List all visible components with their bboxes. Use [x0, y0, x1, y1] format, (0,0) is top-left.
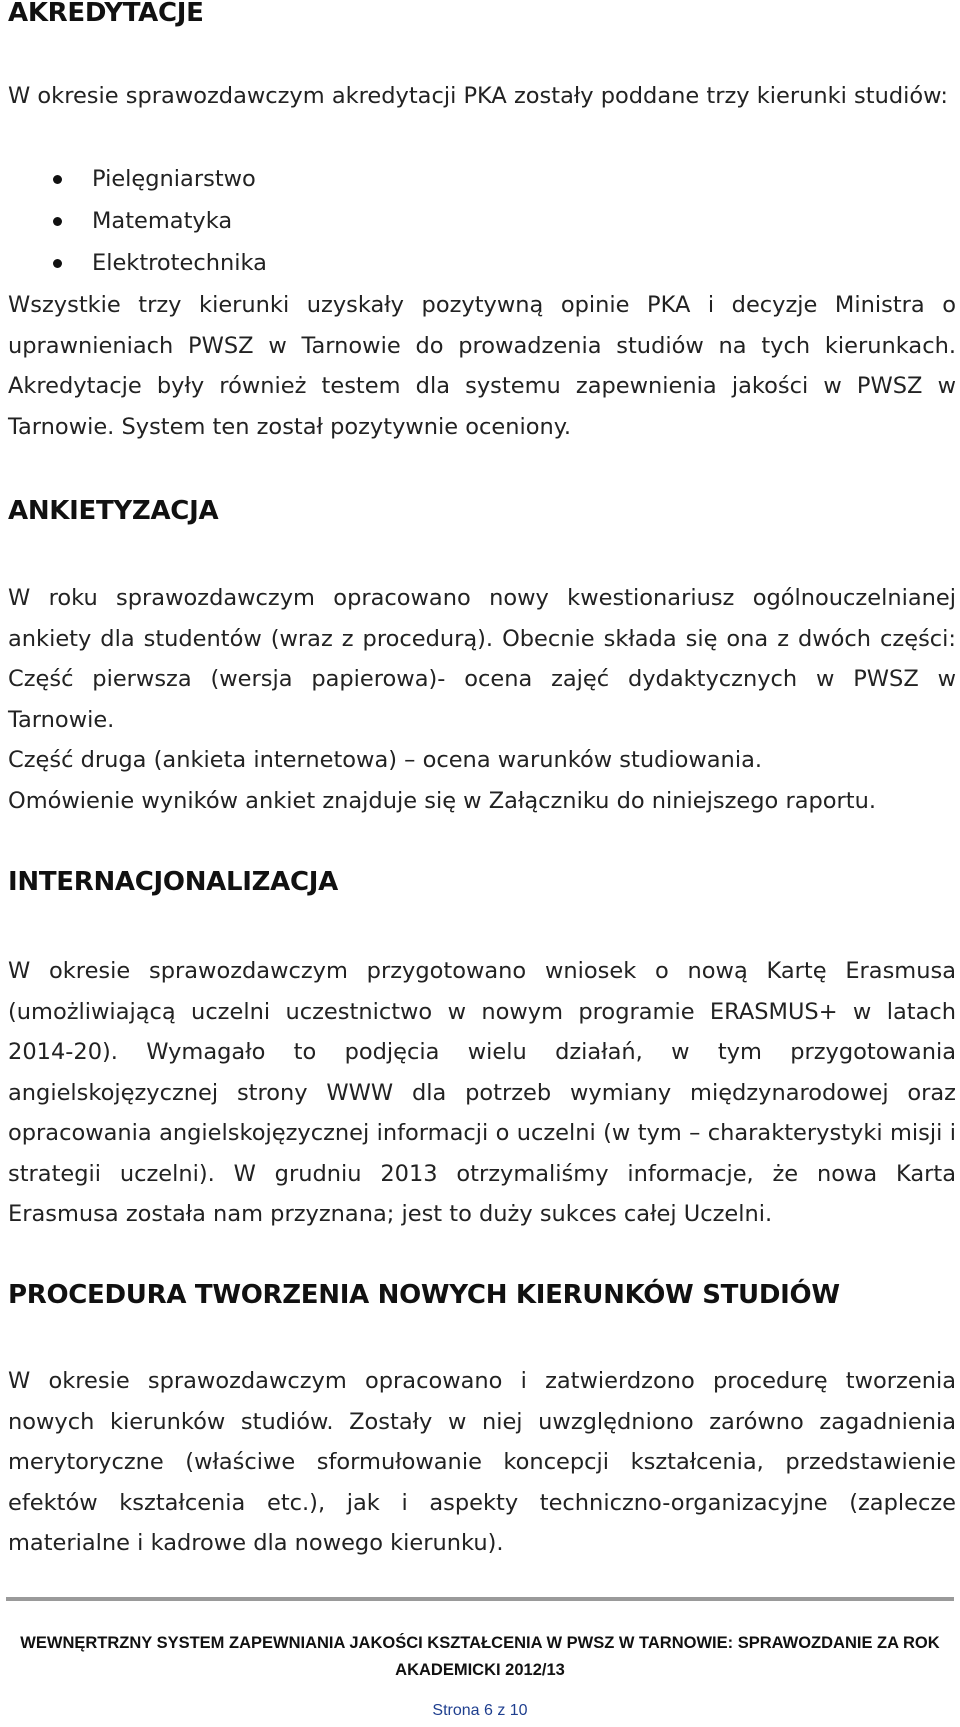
procedura-body: W okresie sprawozdawczym opracowano i zatwierdzono procedurę tworzenia nowych kierunków studiów. Zostały w niej uwzględniono zarówno zagadnienia merytoryczne (właściwe sformułowanie koncepcji kształcenia, przedstawienie efektów kształcenia etc.), jak i aspekty techniczno-organizacyjne (zaplecze materialne i kadrowe dla nowego kierunku). — [8, 1368, 956, 1556]
akredytacje-list — [8, 158, 267, 284]
section-heading-akredytacje: AKREDYTACJE — [8, 0, 204, 28]
list-item: Matematyka — [8, 200, 267, 242]
ankietyzacja-line-3: Omówienie wyników ankiet znajduje się w Załączniku do niniejszego raportu. — [8, 788, 877, 814]
footer-divider — [6, 1597, 954, 1601]
bullet-icon — [53, 259, 62, 268]
bullet-icon — [53, 175, 62, 184]
section-heading-ankietyzacja: ANKIETYZACJA — [8, 496, 219, 526]
section-heading-procedura: PROCEDURA TWORZENIA NOWYCH KIERUNKÓW STUDIÓW — [8, 1280, 840, 1310]
akredytacje-body: Wszystkie trzy kierunki uzyskały pozytywną opinie PKA i decyzje Ministra o uprawnieniach PWSZ w Tarnowie do prowadzenia studiów na tych kierunkach. Akredytacje były również testem dla systemu zapewnienia jakości w PWSZ w Tarnowie. System ten został pozytywnie oceniony. — [8, 292, 956, 440]
page-number: Strona 6 z 10 — [432, 1702, 528, 1719]
list-item: Elektrotechnika — [8, 242, 267, 284]
footer-title: WEWNĘRTRZNY SYSTEM ZAPEWNIANIA JAKOŚCI KSZTAŁCENIA W PWSZ W TARNOWIE: SPRAWOZDANIE ZA ROK AKADEMICKI 2012/13 — [20, 1634, 940, 1679]
akredytacje-intro: W okresie sprawozdawczym akredytacji PKA zostały poddane trzy kierunki studiów: — [8, 83, 948, 109]
list-item: Pielęgniarstwo — [8, 158, 267, 200]
bullet-icon — [53, 217, 62, 226]
ankietyzacja-body: W roku sprawozdawczym opracowano nowy kwestionariusz ogólnouczelnianej ankiety dla studentów (wraz z procedurą). Obecnie składa się ona z dwóch części: Część pierwsza (wersja papierowa)- ocena zajęć dydaktycznych w PWSZ w Tarnowie. — [8, 585, 956, 733]
internacjonalizacja-body: W okresie sprawozdawczym przygotowano wniosek o nową Kartę Erasmusa (umożliwiającą uczelni uczestnictwo w nowym programie ERASMUS+ w latach 2014-20). Wymagało to podjęcia wielu działań, w tym przygotowania angielskojęzycznej strony WWW dla potrzeb wymiany międzynarodowej oraz opracowania angielskojęzycznej informacji o uczelni (w tym – charakterystyki misji i strategii uczelni). W grudniu 2013 otrzymaliśmy informacje, że nowa Karta Erasmusa została nam przyznana; jest to duży sukces całej Uczelni. — [8, 958, 956, 1227]
section-heading-internacjonalizacja: INTERNACJONALIZACJA — [8, 867, 338, 897]
ankietyzacja-line-2: Część druga (ankieta internetowa) – ocena warunków studiowania. — [8, 747, 763, 773]
